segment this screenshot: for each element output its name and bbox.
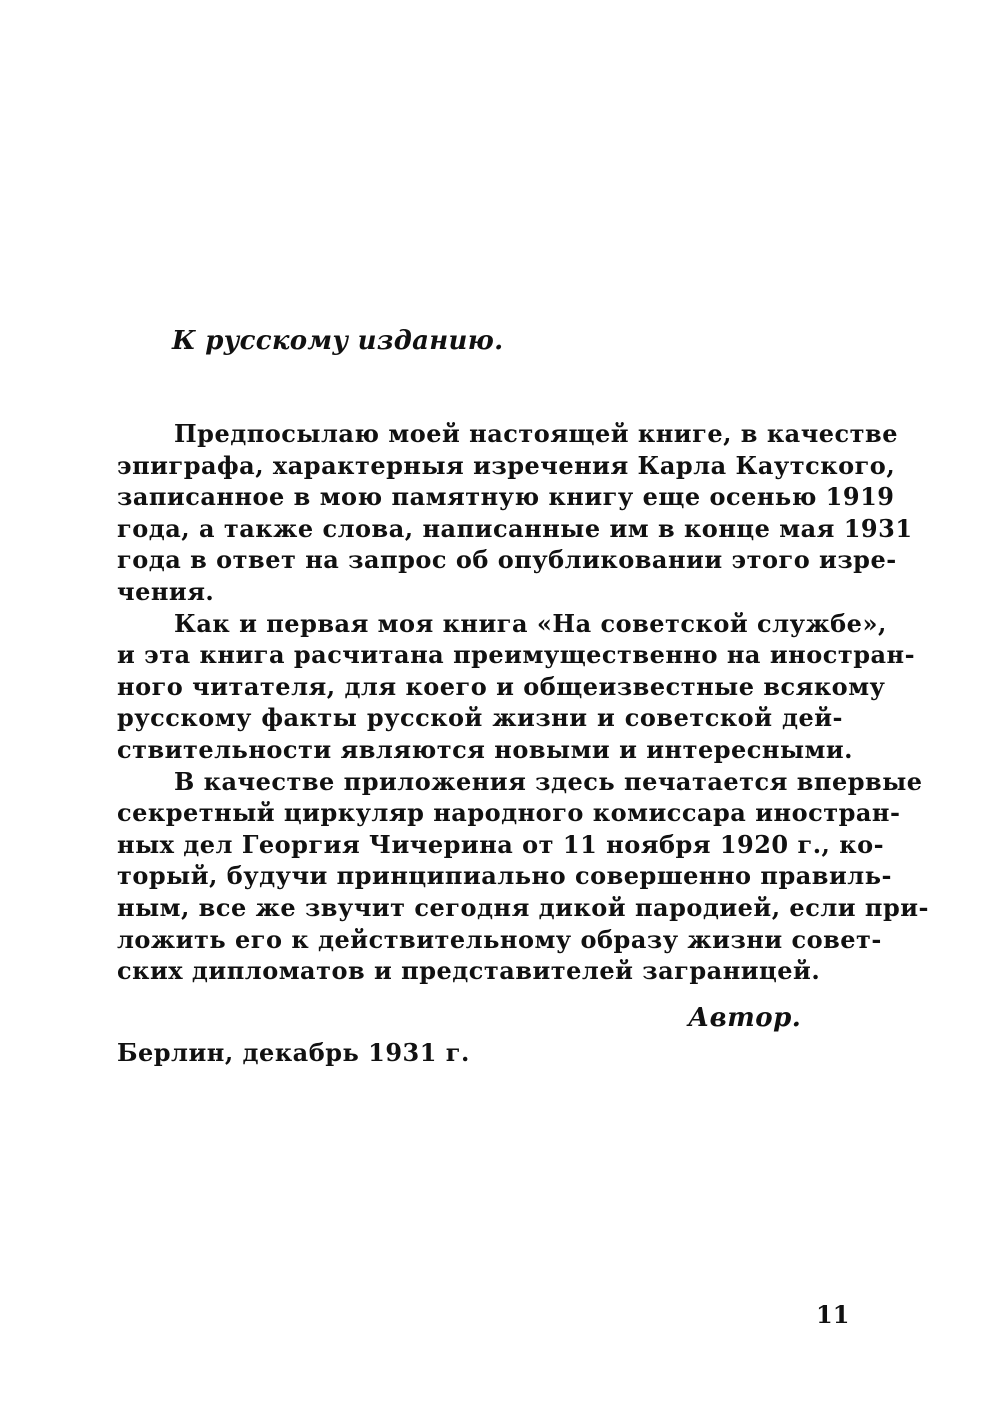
page-number: 11 [816, 1300, 850, 1329]
text-line: торый, будучи принципиально совершенно правиль- [117, 861, 892, 891]
text-line: Как и первая моя книга «На советской службе», [174, 608, 887, 638]
text-line: чения. [117, 576, 215, 606]
place-date: Берлин, декабрь 1931 г. [117, 1038, 470, 1067]
text-line: года, а также слова, написанные им в конце мая 1931 [117, 513, 913, 543]
text-line: ложить его к действительному образу жизни совет- [117, 924, 882, 954]
text-line: секретный циркуляр народного комиссара иностран- [117, 798, 901, 828]
text-line: Предпосылаю моей настоящей книге, в качестве [174, 419, 898, 448]
text-line: ствительности являются новыми и интересными. [117, 734, 854, 764]
page-heading: К русскому изданию. [172, 326, 504, 356]
text-line: ного читателя, для коего и общеизвестные всякому [117, 671, 886, 701]
text-line: и эта книга расчитана преимущественно на иностран- [117, 640, 916, 670]
paragraph [117, 608, 916, 766]
text-line: эпиграфа, характерныя изречения Карла Каутского, [117, 450, 896, 480]
text-line: ных дел Георгия Чичерина от 11 ноября 1920 г., ко- [117, 829, 885, 859]
text-line: ным, все же звучит сегодня дикой пародией, если при- [117, 892, 929, 922]
author-signature: Автор. [688, 1003, 802, 1033]
paragraph [117, 418, 913, 608]
body-text [117, 418, 929, 987]
text-line: года в ответ на запрос об опубликовании этого изре- [117, 545, 897, 575]
text-line: В качестве приложения здесь печатается впервые [174, 766, 923, 796]
text-line: записанное в мою памятную книгу еще осенью 1919 [117, 482, 895, 512]
paragraph [117, 766, 929, 987]
text-line: русскому факты русской жизни и советской дей- [117, 703, 843, 733]
text-line: ских дипломатов и представителей заграницей. [117, 956, 821, 986]
